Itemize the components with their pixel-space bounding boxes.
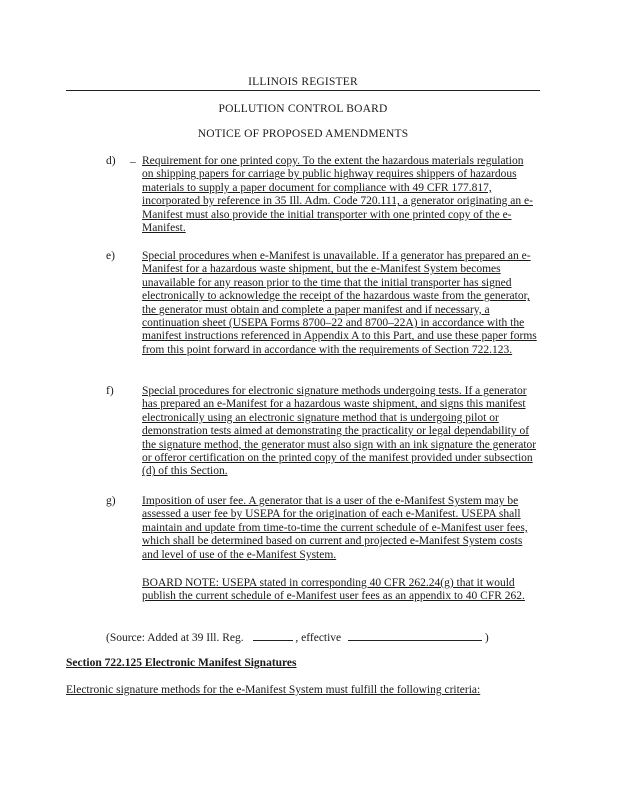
item-f-label: f) (106, 385, 114, 397)
section-title: Section 722.125 Electronic Manifest Signatures (66, 657, 297, 669)
source-prefix: (Source: Added at 39 Ill. Reg. (106, 632, 244, 644)
reg-blank (253, 640, 293, 641)
source-effective: , effective (295, 632, 342, 644)
item-d-mark: _ (130, 152, 136, 164)
closing-text: Electronic signature methods for the e-Manifest System must fulfill the following criteria: (66, 684, 481, 696)
item-e-label: e) (106, 250, 115, 262)
source-line (106, 630, 489, 644)
item-g-text: Imposition of user fee. A generator that is a user of the e-Manifest System may be assessed a user fee by USEPA for the origination of each e-Manifest. USEPA shall maintain and update from time-to-time the current schedule of e-Manifest user fees, which shall be determined based on current and projected e-Manifest System costs and level of use of the e-Manifest System. (142, 495, 528, 561)
notice-title: NOTICE OF PROPOSED AMENDMENTS (197, 128, 409, 140)
header-rule (66, 90, 540, 91)
board-title: POLLUTION CONTROL BOARD (218, 103, 388, 115)
item-d-text: Requirement for one printed copy. To the extent the hazardous materials regulation on shipping papers for carriage by public highway requires shippers of hazardous materials to supply a paper document for compliance with 49 CFR 177.817, incorporated by reference in 35 Ill. Adm. Code 720.111, a generator originating an e-Manifest must also provide the initial transporter with one printed copy of the e-Manifest. (142, 155, 533, 235)
item-g-label: g) (106, 495, 116, 507)
source-suffix: ) (484, 632, 489, 644)
register-title: ILLINOIS REGISTER (248, 76, 358, 88)
item-d-label: d) (106, 155, 116, 167)
item-f-text: Special procedures for electronic signature methods undergoing tests. If a generator has prepared an e-Manifest for a hazardous waste shipment, and signs this manifest electronically using an electronic signature method that is undergoing pilot or demonstration tests aimed at demonstrating the practicality or legal dependability of the signature method, the generator must also sign with an ink signature the generator or offeror certification on the printed copy of the manifest provided under subsection (d) of this Section. (142, 385, 537, 478)
item-e-text: Special procedures when e-Manifest is unavailable. If a generator has prepared an e-Manifest for a hazardous waste shipment, but the e-Manifest System becomes unavailable for any reason prior to the time that the initial transporter has signed electronically to acknowledge the receipt of the hazardous waste from the generator, the generator must obtain and complete a paper manifest and if necessary, a continuation sheet (USEPA Forms 8700–22 and 8700–22A) in accordance with the manifest instructions referenced in Appendix A to this Part, and use these paper forms from this point forward in accordance with the requirements of Section 722.123. (142, 250, 537, 356)
effective-blank (348, 630, 482, 641)
board-note: BOARD NOTE: USEPA stated in corresponding 40 CFR 262.24(g) that it would publish the current schedule of e-Manifest user fees as an appendix to 40 CFR 262. (142, 577, 525, 603)
